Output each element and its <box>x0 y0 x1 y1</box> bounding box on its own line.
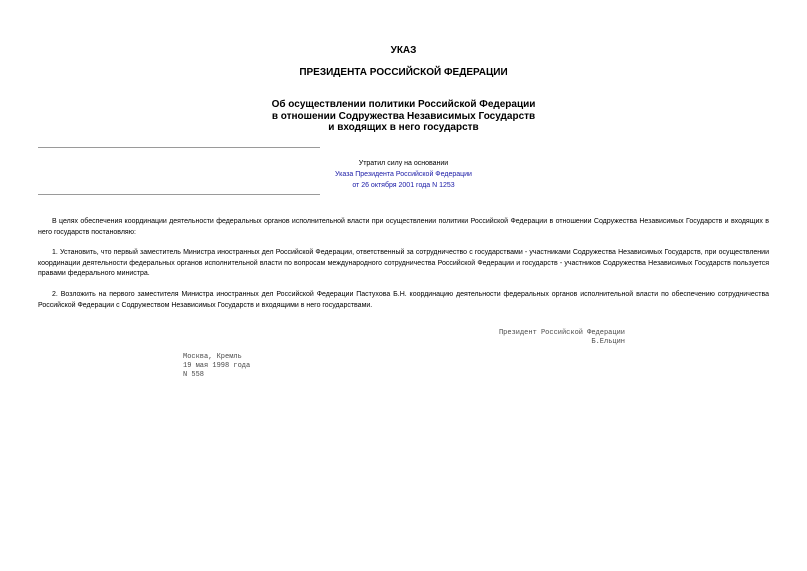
document-subject <box>0 99 807 134</box>
signatory-name: Б.Ельцин <box>591 338 625 346</box>
repeal-note-text: Утратил силу на основании <box>358 160 449 167</box>
place-date-block <box>183 353 250 380</box>
preamble-paragraph: В целях обеспечения координации деятельности федеральных органов исполнительной власти при осуществлении политики Российской Федерации в отношении Содружества Независимых Государств и входящих в него государств постановляю: <box>38 218 769 236</box>
subject-line: и входящих в него государств <box>328 122 479 133</box>
divider-bottom <box>38 194 320 195</box>
signature-block <box>400 329 625 347</box>
repeal-note <box>300 158 507 191</box>
clause-2-paragraph: 2. Возложить на первого заместителя Министра иностранных дел Российской Федерации Пастухова Б.Н. координацию деятельности федеральных органов исполнительной власти по обеспечению сотрудничества Российской Федерации с Содружеством Независимых Государств и входящими в него государствами. <box>38 291 769 309</box>
signing-place: Москва, Кремль <box>183 353 242 361</box>
subject-line: в отношении Содружества Независимых Государств <box>271 110 536 122</box>
decree-number: N 558 <box>183 371 205 379</box>
subject-line: Об осуществлении политики Российской Федерации <box>271 99 536 110</box>
issuer-heading: ПРЕЗИДЕНТА РОССИЙСКОЙ ФЕДЕРАЦИИ <box>299 67 508 78</box>
clause-1-paragraph: 1. Установить, что первый заместитель Министра иностранных дел Российской Федерации, ответственный за сотрудничество с государствами - участниками Содружества Независимых Государств, при осуществлении координации деятельности федеральных органов исполнительной власти по вопросам международного сотрудничества Российской Федерации и государств - участников Содружества Независимых Государств пользуется правами федерального министра. <box>38 249 769 277</box>
signing-date: 19 мая 1998 года <box>183 362 251 370</box>
divider-top <box>38 147 320 148</box>
document-type-heading: УКАЗ <box>390 45 417 56</box>
repeal-decree-link-date[interactable]: от 26 октября 2001 года N 1253 <box>352 182 455 189</box>
signatory-position: Президент Российской Федерации <box>498 329 625 337</box>
repeal-decree-link[interactable]: Указа Президента Российской Федерации <box>335 171 472 178</box>
